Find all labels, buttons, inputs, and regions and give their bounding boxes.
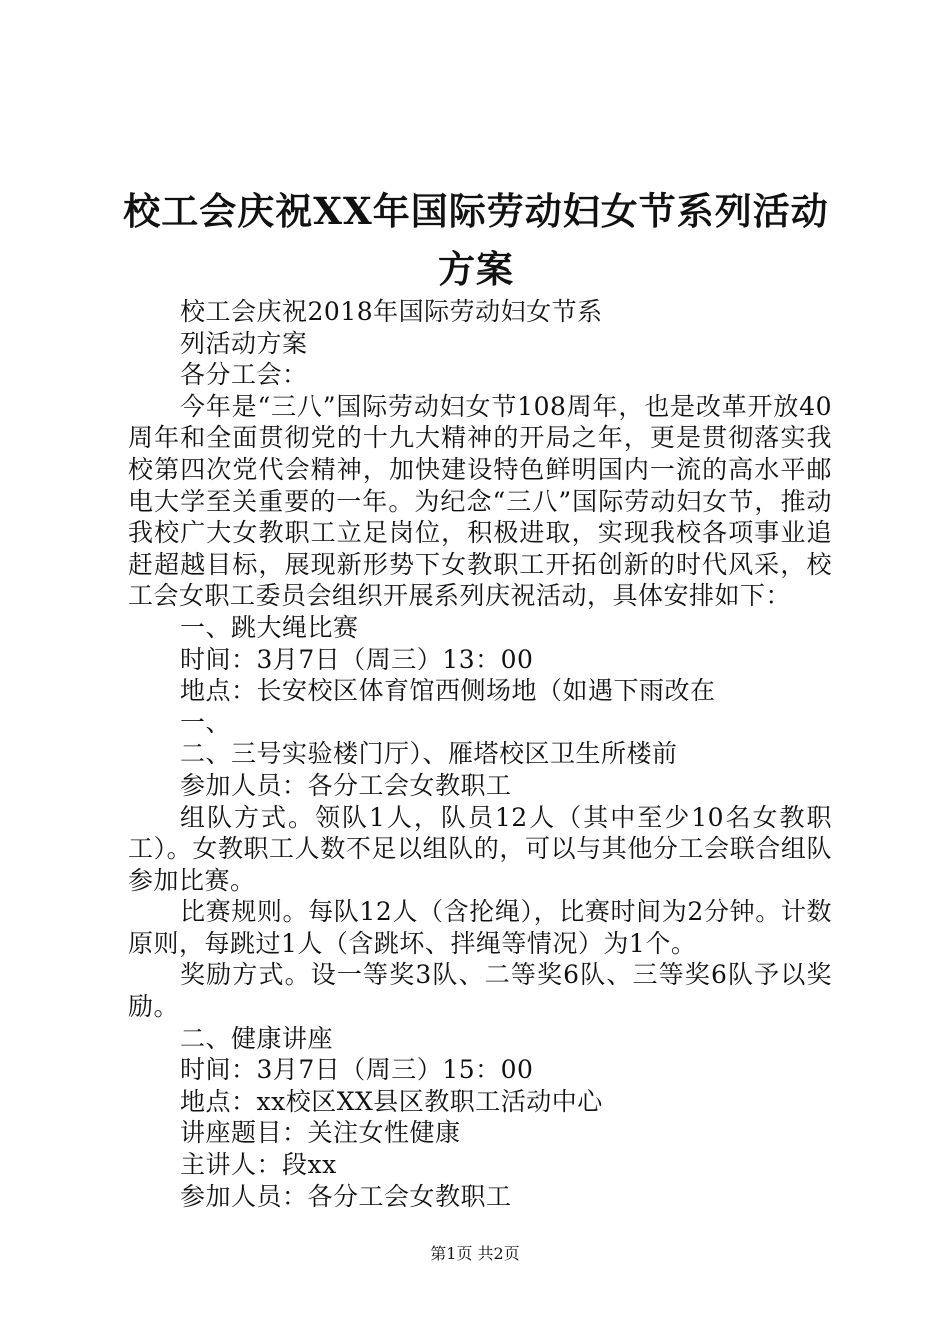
section-2-participants: 参加人员：各分工会女教职工 bbox=[180, 1181, 512, 1211]
section-2-place: 地点：xx校区XX县区教职工活动中心 bbox=[180, 1086, 603, 1116]
subtitle-line-2: 列活动方案 bbox=[180, 328, 308, 358]
document-body bbox=[128, 296, 832, 1212]
section-2-time: 时间：3月7日（周三）15：00 bbox=[180, 1055, 534, 1085]
section-1-place-continued: 一、 bbox=[180, 707, 232, 737]
section-1-heading: 一、跳大绳比赛 bbox=[180, 612, 359, 642]
section-1-participants: 参加人员：各分工会女教职工 bbox=[180, 770, 512, 800]
section-1-rules-paragraph: 比赛规则。每队12人（含抡绳），比赛时间为2分钟。计数原则，每跳过1人（含跳坏、拌绳等情况）为1个。 bbox=[128, 897, 832, 958]
section-1-time: 时间：3月7日（周三）13：00 bbox=[180, 644, 534, 674]
document-title: 校工会庆祝XX年国际劳动妇女节系列活动方案 bbox=[123, 189, 829, 291]
page-footer: 第1页 共2页 bbox=[430, 1244, 520, 1263]
section-1-team-paragraph: 组队方式。领队1人，队员12人（其中至少10名女教职工）。女教职工人数不足以组队的，可以与其他分工会联合组队参加比赛。 bbox=[128, 802, 832, 895]
intro-paragraph: 今年是“三八”国际劳动妇女节108周年，也是改革开放40周年和全面贯彻党的十九大精神的开局之年，更是贯彻落实我校第四次党代会精神，加快建设特色鲜明国内一流的高水平邮电大学至关重要的一年。为纪念“三八”国际劳动妇女节，推动我校广大女教职工立足岗位，积极进取，实现我校各项事业追赶超越目标，展现新形势下女教职工开拓创新的时代风采，校工会女职工委员会组织开展系列庆祝活动，具体安排如下： bbox=[128, 391, 832, 611]
subtitle-line-1: 校工会庆祝2018年国际劳动妇女节系 bbox=[180, 297, 603, 326]
section-2-topic: 讲座题目：关注女性健康 bbox=[180, 1118, 461, 1148]
section-2-speaker: 主讲人：段xx bbox=[180, 1150, 337, 1180]
section-1-award-paragraph: 奖励方式。设一等奖3队、二等奖6队、三等奖6队予以奖励。 bbox=[128, 960, 832, 1022]
section-1-place: 地点：长安校区体育馆西侧场地（如遇下雨改在 bbox=[180, 676, 716, 706]
section-2-heading: 二、健康讲座 bbox=[180, 1023, 334, 1053]
section-1-place-continued-2: 二、三号实验楼门厅）、雁塔校区卫生所楼前 bbox=[180, 739, 678, 769]
salutation: 各分工会： bbox=[180, 360, 308, 390]
